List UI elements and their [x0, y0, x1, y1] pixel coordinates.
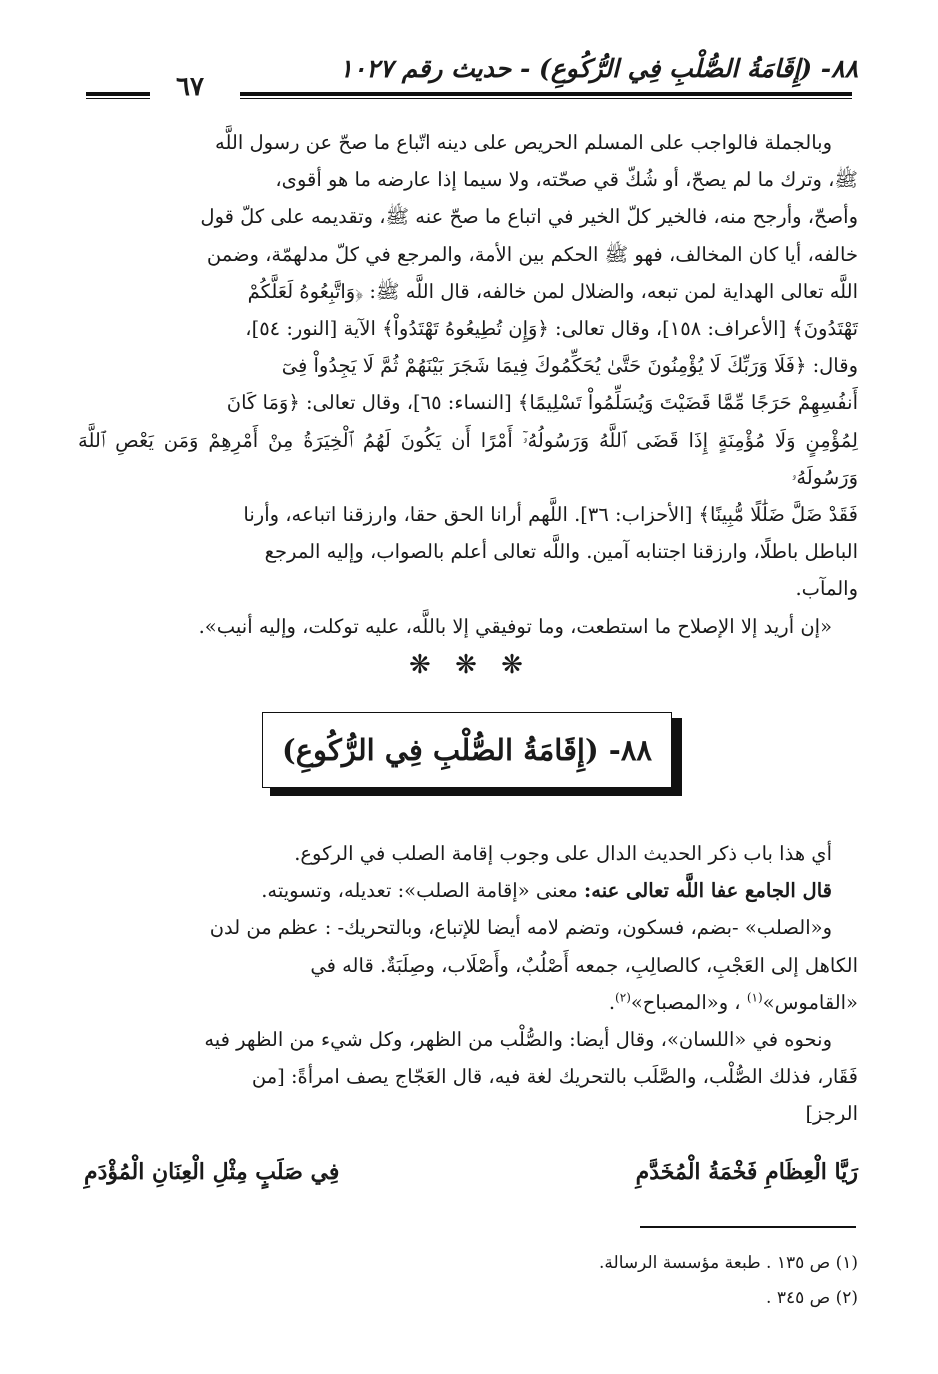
poem-verse — [78, 1147, 858, 1197]
text-line — [78, 984, 858, 1021]
text-line — [78, 872, 858, 909]
poem-first-hemistich: رَيَّا الْعِظَامِ فَخْمَةُ الْمُخَدَّمِ — [635, 1159, 858, 1185]
footnote-marker-2[interactable]: (٢) — [615, 990, 631, 1005]
poem-second-hemistich: فِي صَلَبٍ مِثْلِ الْعِنَانِ الْمُؤْدَمِ — [84, 1159, 340, 1185]
header-rule-short — [86, 92, 150, 99]
closing-quote: «إن أريد إلا الإصلاح ما استطعت، وما توفيقي إلا باللَّه، عليه توكلت، وإليه أنيب». — [198, 614, 832, 638]
text-line: وقال: ﴿فَلَا وَرَبِّكَ لَا يُؤْمِنُونَ حَتَّىٰ يُحَكِّمُوكَ فِيمَا شَجَرَ بَيْنَهُمْ ثُمَّ لَا يَجِدُواْ فِىٓ — [281, 354, 858, 378]
text-line: ونحوه في «اللسان»، وقال أيضا: والصُّلْب من الظهر، وكل شيء من الظهر فيه — [204, 1028, 832, 1052]
preceding-discussion — [78, 124, 858, 645]
footnotes — [78, 1246, 858, 1316]
text-line: الرجز] — [805, 1102, 858, 1126]
text-line: و«الصلب» -بضم، فسكون، وتضم لامه أيضا للإتباع، وبالتحريك- : عظم من لدن — [209, 916, 832, 940]
chapter-body — [78, 835, 858, 1133]
compiler-remark-text: معنى «إقامة الصلب»: تعديله، وتسويته. — [261, 879, 585, 903]
text-line: خالفه، أيا كان المخالف، فهو ﷺ الحكم بين الأمة، والمرجع في كلّ مدلهمّة، وضمن — [206, 242, 858, 266]
text-line: والمآب. — [795, 577, 858, 601]
text-line: فَقَدْ ضَلَّ ضَلَٰلًا مُّبِينًا﴾ [الأحزاب: ٣٦]. اللَّهم أرانا الحق حقا، وارزقنا اتباعه، وأرنا — [243, 503, 858, 527]
section-separator: ❋ ❋ ❋ — [409, 650, 531, 680]
text-line: الكاهل إلى العَجْبِ، كالصالِبِ، جمعه أَصْلُبٌ، وأَصْلَاب، وصِلَبَةٌ. قاله في — [310, 953, 858, 977]
text-line: تَهْتَدُونَ﴾ [الأعراف: ١٥٨]، وقال تعالى: ﴿وَإِن تُطِيعُوهُ تَهْتَدُواْ﴾ الآية [النور: ٥٤]، — [245, 317, 858, 341]
footnote-rule — [640, 1226, 856, 1228]
text-line: أَنفُسِهِمْ حَرَجًا مِّمَّا قَضَيْتَ وَيُسَلِّمُواْ تَسْلِيمًا﴾ [النساء: ٦٥]، وقال تعالى: ﴿وَمَا كَانَ — [226, 391, 858, 415]
source-qamus: «القاموس» — [762, 990, 858, 1014]
page-number: ٦٧ — [176, 72, 204, 102]
text-line: اللَّه تعالى الهداية لمن تبعه، والضلال لمن خالفه، قال اللَّه ﷺ: ﴿وَاتَّبِعُوهُ لَعَلَّكُمْ — [247, 279, 858, 303]
footnote-marker-1[interactable]: (١) — [746, 990, 763, 1005]
line-end-period: . — [608, 990, 616, 1014]
text-line: الباطل باطلًا، وارزقنا اجتنابه آمين. واللَّه تعالى أعلم بالصواب، وإليه المرجع — [264, 540, 858, 564]
text-line: وبالجملة فالواجب على المسلم الحريص على دينه اتّباع ما صحّ عن رسول اللَّه — [215, 131, 832, 154]
header-rule — [240, 92, 852, 99]
footnote-1: (١) ص ١٣٥ . طبعة مؤسسة الرسالة. — [599, 1253, 858, 1273]
compiler-remark-label: قال الجامع عفا اللَّه تعالى عنه: — [584, 879, 832, 903]
text-line: وأصحّ، وأرجح منه، فالخير كلّ الخير في اتباع ما صحّ عنه ﷺ، وتقديمه على كلّ قول — [200, 205, 858, 229]
footnote-2: (٢) ص ٣٤٥ . — [766, 1288, 858, 1308]
text-line: لِمُؤْمِنٍ وَلَا مُؤْمِنَةٍ إِذَا قَضَى ٱللَّهُ وَرَسُولُهُۥٓ أَمْرًا أَن يَكُونَ لَهُمُ ٱلْخِيَرَةُ مِنْ أَمْرِهِمْ وَمَن يَعْصِ ٱللَّهَ وَرَسُولَهُۥ — [78, 428, 858, 489]
text-line: فَقَار، فذلك الصُّلْب، والصَّلَب بالتحريك لغة فيه، قال العَجّاج يصف امرأةً: [من — [251, 1065, 858, 1089]
text-line: أي هذا باب ذكر الحديث الدال على وجوب إقامة الصلب في الركوع. — [294, 842, 832, 865]
chapter-heading: ٨٨- (إِقَامَةُ الصُّلْبِ فِي الرُّكُوعِ) — [282, 733, 652, 767]
text-line: ﷺ، وترك ما لم يصحّ، أو شُكّ قي صحّته، ولا سيما إذا عارضه ما هو أقوى، — [275, 168, 858, 192]
running-header-title: ٨٨- (إِقَامَةُ الصُّلْبِ فِي الرُّكُوعِ) - حديث رقم ١٠٢٧ — [339, 54, 858, 83]
source-misbah: ، و«المصباح» — [630, 990, 747, 1014]
